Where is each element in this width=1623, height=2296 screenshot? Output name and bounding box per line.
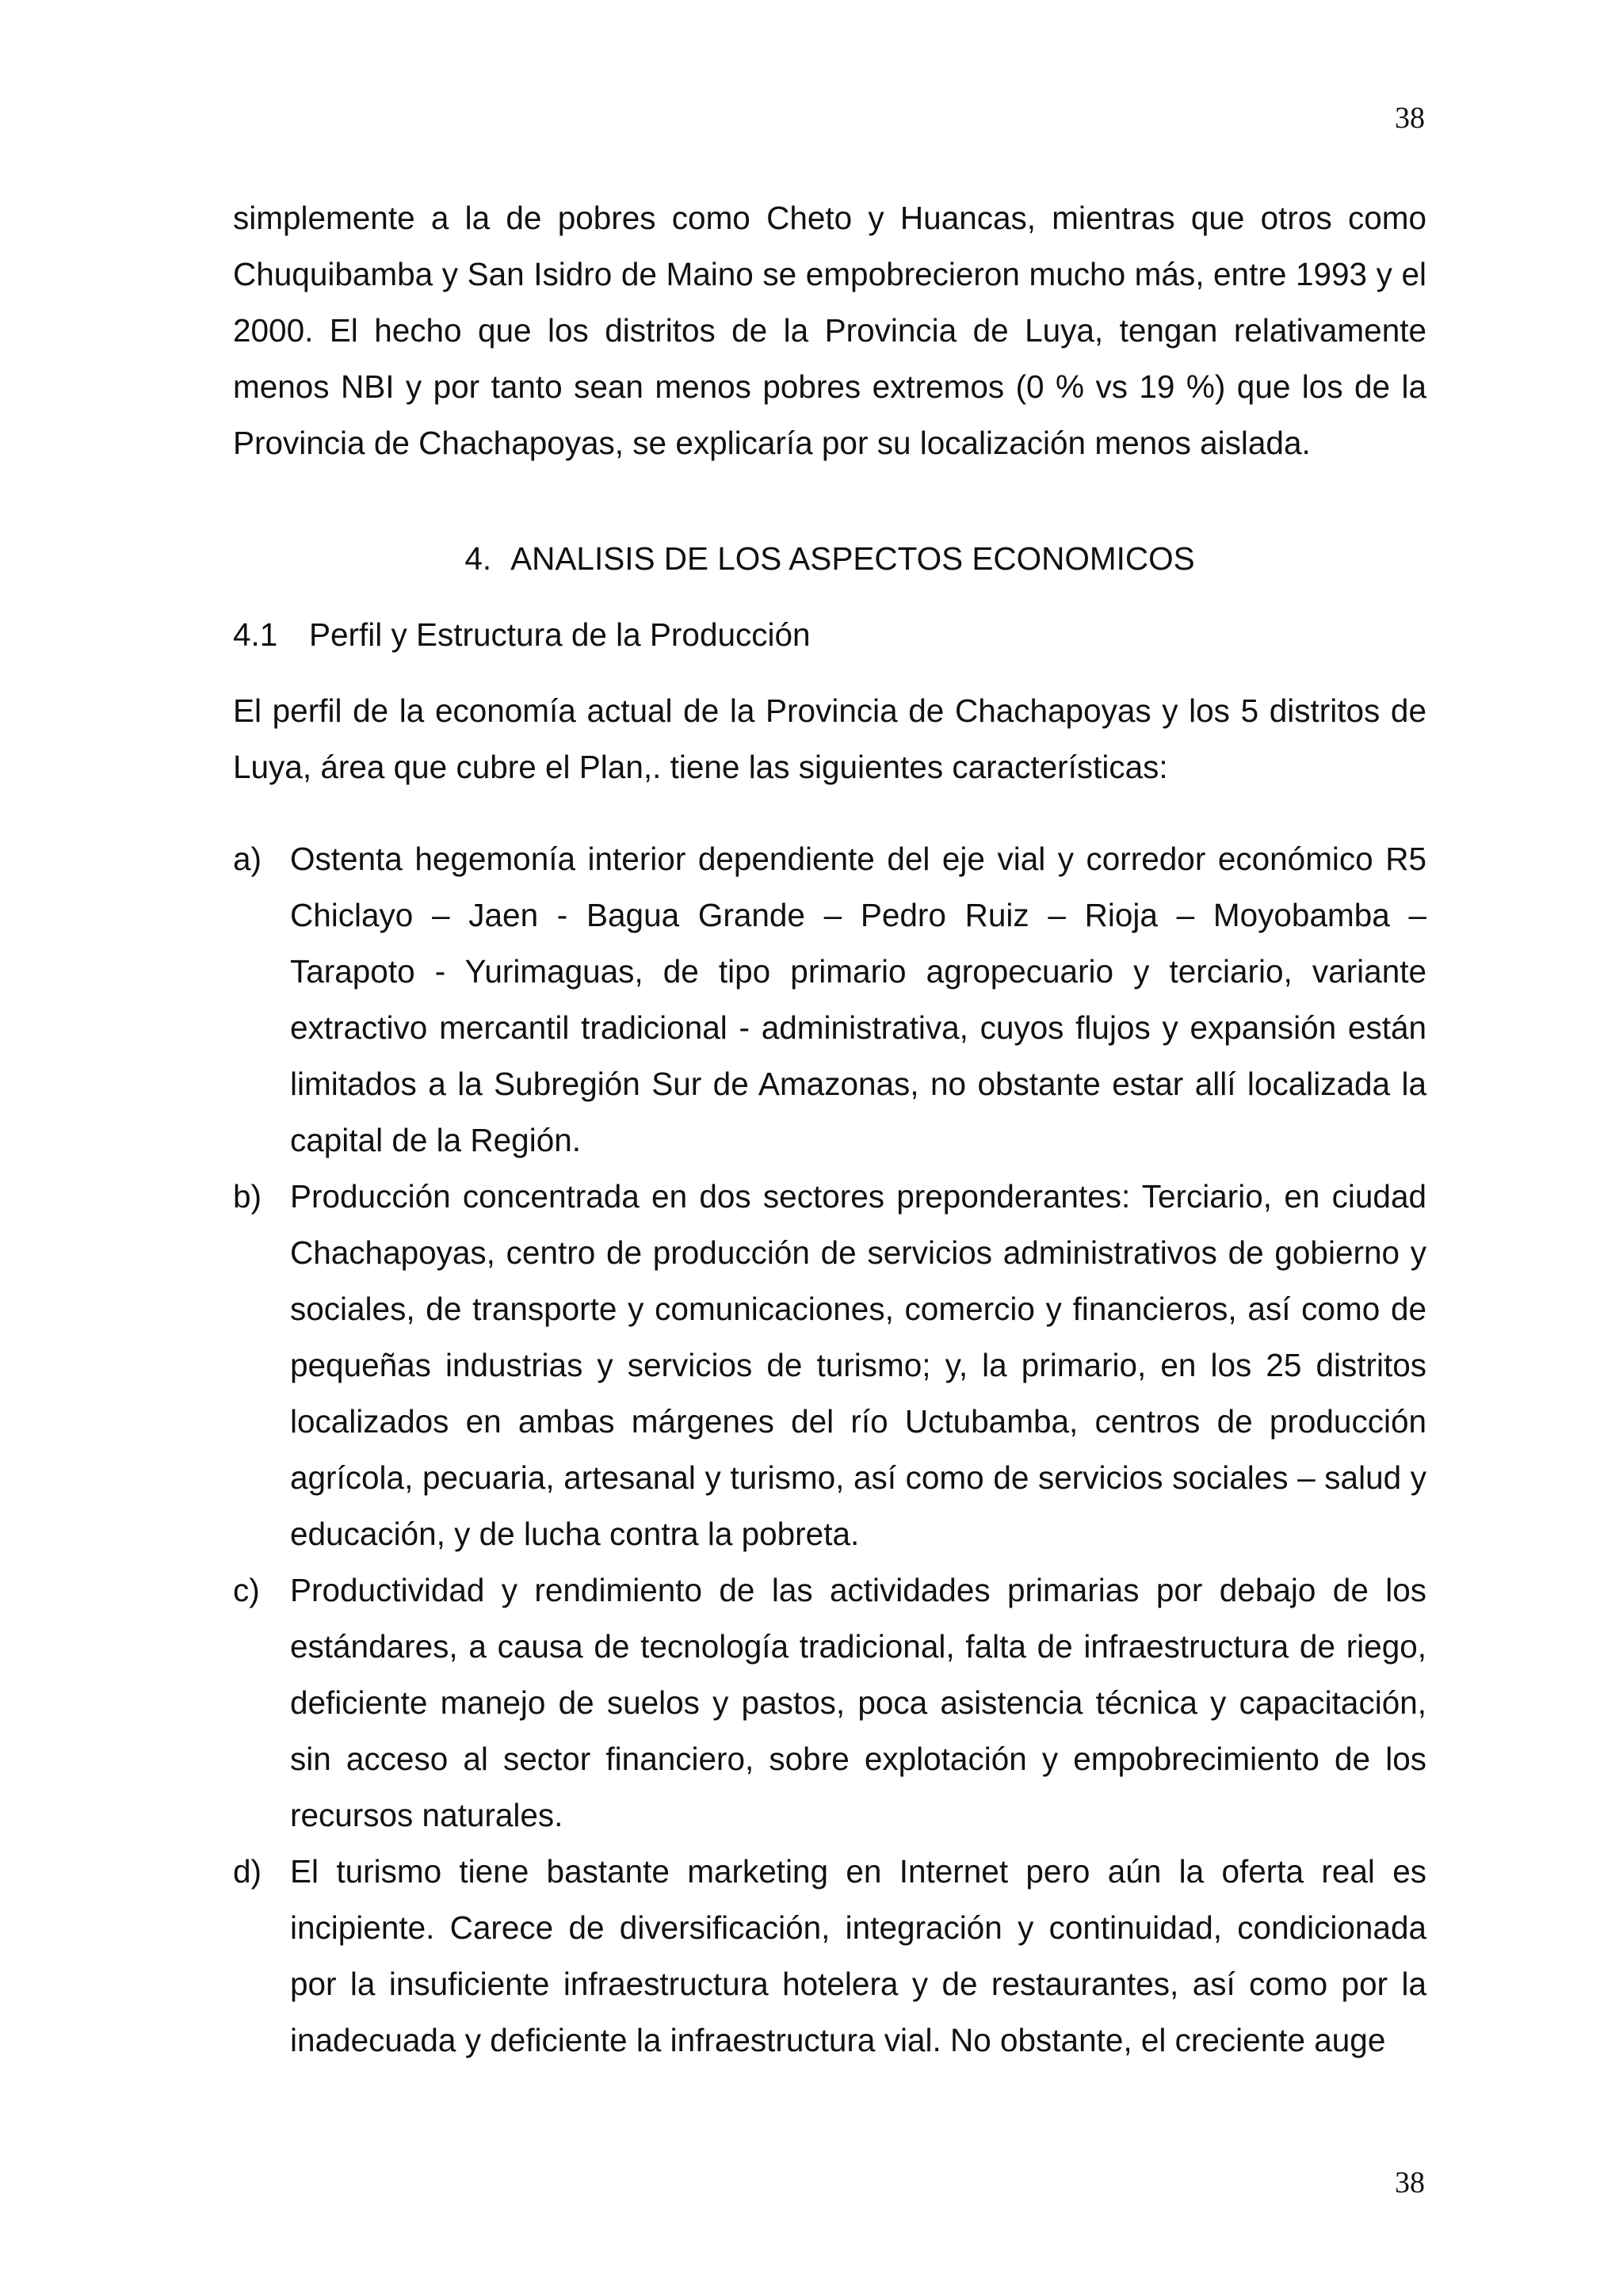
- list-item-text: Productividad y rendimiento de las actividades primarias por debajo de los estándares, a causa de tecnología tradicional, falta de infraestructura de riego, deficiente manejo de suelos y pastos, poca asistencia técnica y capacitación, sin acceso al sector financiero, sobre explotación y empobrecimiento de los recursos naturales.: [290, 1572, 1426, 1833]
- section-title: ANALISIS DE LOS ASPECTOS ECONOMICOS: [510, 540, 1195, 577]
- list-item: [233, 831, 1426, 1169]
- document-body: [233, 190, 1426, 2069]
- subsection-heading: [233, 607, 1426, 663]
- section-heading: [233, 531, 1426, 587]
- intro-paragraph: simplemente a la de pobres como Cheto y Huancas, mientras que otros como Chuquibamba y San Isidro de Maino se empobrecieron mucho más, entre 1993 y el 2000. El hecho que los distritos de la Provincia de Luya, tengan relativamente menos NBI y por tanto sean menos pobres extremos (0 % vs 19 %) que los de la Provincia de Chachapoyas, se explicaría por su localización menos aislada.: [233, 200, 1426, 461]
- characteristics-list: [233, 831, 1426, 2069]
- list-item-marker: b): [233, 1178, 262, 1215]
- list-item-marker: a): [233, 841, 262, 877]
- lead-paragraph: El perfil de la economía actual de la Provincia de Chachapoyas y los 5 distritos de Luya, área que cubre el Plan,. tiene las siguientes características:: [233, 692, 1426, 785]
- list-item: [233, 1169, 1426, 1562]
- section-number: 4.: [464, 540, 492, 577]
- page-number-top: 38: [1395, 101, 1425, 135]
- list-item: [233, 1562, 1426, 1844]
- list-item-marker: d): [233, 1853, 262, 1890]
- subsection-title: Perfil y Estructura de la Producción: [309, 616, 811, 653]
- list-item-text: Ostenta hegemonía interior dependiente del eje vial y corredor económico R5 Chiclayo – Jaen - Bagua Grande – Pedro Ruiz – Rioja – Moyobamba – Tarapoto - Yurimaguas, de tipo primario agropecuario y terciario, variante extractivo mercantil tradicional - administrativa, cuyos flujos y expansión están limitados a la Subregión Sur de Amazonas, no obstante estar allí localizada la capital de la Región.: [290, 841, 1426, 1158]
- list-item-marker: c): [233, 1572, 260, 1608]
- list-item-text: Producción concentrada en dos sectores preponderantes: Terciario, en ciudad Chachapoyas, centro de producción de servicios administrativos de gobierno y sociales, de transporte y comunicaciones, comercio y financieros, así como de pequeñas industrias y servicios de turismo; y, la primario, en los 25 distritos localizados en ambas márgenes del río Uctubamba, centros de producción agrícola, pecuaria, artesanal y turismo, así como de servicios sociales – salud y educación, y de lucha contra la pobreta.: [290, 1178, 1426, 1552]
- list-item: [233, 1844, 1426, 2069]
- subsection-number: 4.1: [233, 616, 278, 653]
- page-number-bottom: 38: [1395, 2166, 1425, 2199]
- list-item-text: El turismo tiene bastante marketing en Internet pero aún la oferta real es incipiente. Carece de diversificación, integración y continuidad, condicionada por la insuficiente infraestructura hotelera y de restaurantes, así como por la inadecuada y deficiente la infraestructura vial. No obstante, el creciente auge: [290, 1853, 1426, 2058]
